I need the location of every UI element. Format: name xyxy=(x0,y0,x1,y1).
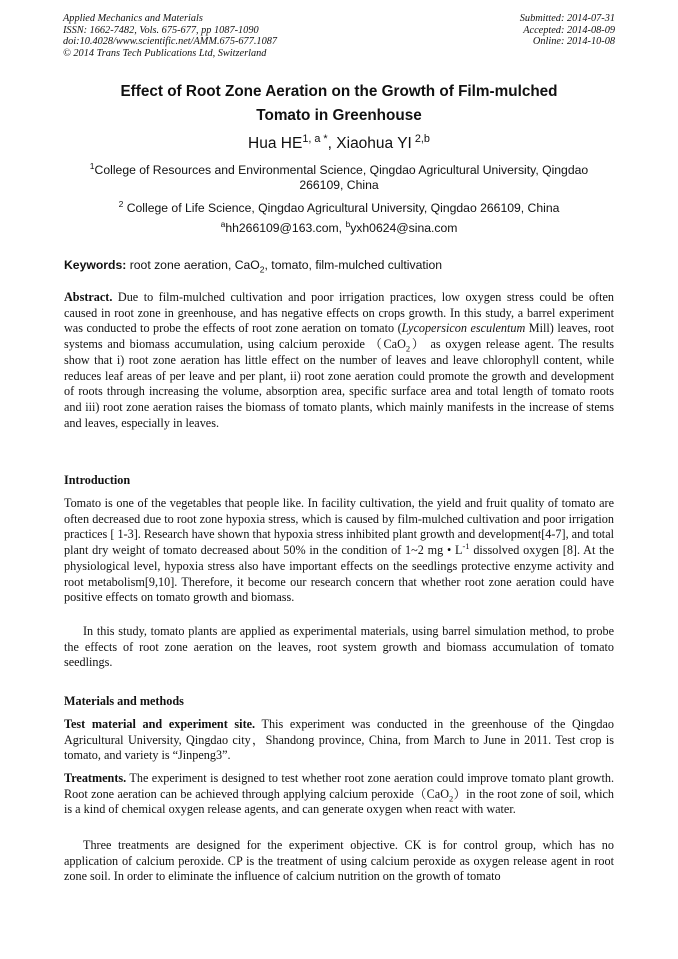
author-2: Xiaohua YI xyxy=(336,135,412,152)
author-emails xyxy=(60,218,618,236)
accepted-date: Accepted: 2014-08-09 xyxy=(523,24,615,36)
affiliation-2-marker: 2 xyxy=(118,198,124,209)
author-separator: , xyxy=(327,135,337,152)
email-1-marker: a xyxy=(220,218,226,229)
title-line-1: Effect of Root Zone Aeration on the Growth of Film-mulched xyxy=(120,83,558,100)
test-material-label: Test material and experiment site. xyxy=(64,717,256,731)
author-2-marker: 2,b xyxy=(411,132,430,145)
abstract-label: Abstract. xyxy=(64,290,113,304)
keywords xyxy=(64,258,442,275)
submitted-date: Submitted: 2014-07-31 xyxy=(519,13,615,24)
affiliation-1-marker: 1 xyxy=(89,160,95,171)
issn-line: ISSN: 1662-7482, Vols. 675-677, pp 1087-1090 xyxy=(63,24,259,36)
keywords-label: Keywords: xyxy=(64,258,127,272)
journal-name: Applied Mechanics and Materials xyxy=(63,13,203,24)
methods-paragraph-2 xyxy=(64,771,614,818)
intro-text-1: Tomato is one of the vegetables that people like. In facility cultivation, the yield and fruit quality of tomato are often decreased due to root zone hypoxia stress, which is caused by film-mulched cultivation and poor irrigation practices [ 1-3]. Research have shown that hypoxia stress inhibited plant growth and development[4-7], and total plant dry weight of tomato decreased about 50% in the condition of 1~2 mg • L xyxy=(64,496,614,558)
copyright-line: © 2014 Trans Tech Publications Ltd, Switzerland xyxy=(63,47,267,59)
abstract xyxy=(64,290,614,431)
affiliation-1-text: College of Resources and Environmental Science, Qingdao Agricultural University, Qingdao 266109, China xyxy=(94,163,589,193)
intro-text-2: dissolved oxygen [8]. At the physiological level, hypoxia stress also have important effects on the seedlings protective enzyme activity and root metabolism[9,10]. Therefore, it become our research concern that whether root zone aeration could have positive effects on tomato growth and biomass. xyxy=(64,543,614,605)
abstract-subscript: 2 xyxy=(405,343,411,354)
email-1: hh266109@163.com, xyxy=(225,221,346,235)
keywords-text-rest: , tomato, film-mulched cultivation xyxy=(264,258,442,272)
abstract-text-3: ） as oxygen release agent. The results show that i) root zone aeration has little effect on the number of leaves and leave chlorophyll content, while reduces leaf areas of per leave and per plant, ii) root zone aeration could promote the growth and development of roots through increasing the volume, absorption area, specific surface area and total length of tomato roots and iii) root zone aeration raises the biomass of tomato plants, which mainly manifests in the increase of stems and leaves, especially in leaves. xyxy=(64,337,614,430)
author-1: Hua HE xyxy=(248,135,303,152)
treatments-text-1: The experiment is designed to test whether root zone aeration could improve tomato plant growth. Root zone aeration can be achieved through applying calcium peroxide（CaO xyxy=(64,771,614,801)
paper-title xyxy=(60,80,618,128)
test-material-text: This experiment was conducted in the greenhouse of the Qingdao Agricultural University, Qingdao city，Shandong province, China, from March to June in 2011. Test crop is tomato, and variety is “Jinpeng3”. xyxy=(64,717,615,763)
section-heading-methods: Materials and methods xyxy=(64,694,184,708)
author-list xyxy=(60,132,618,153)
treatments-text-2: ）in the root zone of soil, which is a kind of chemical oxygen release agents, and can generate oxygen when react with water. xyxy=(64,786,614,817)
affiliation-2 xyxy=(60,198,618,216)
author-1-marker: 1, a * xyxy=(302,132,328,145)
title-line-2: Tomato in Greenhouse xyxy=(256,107,422,124)
treatments-label: Treatments. xyxy=(64,771,127,785)
email-2: yxh0624@sina.com xyxy=(350,221,458,235)
doi-line: doi:10.4028/www.scientific.net/AMM.675-677.1087 xyxy=(63,36,278,48)
email-2-marker: b xyxy=(345,218,351,229)
abstract-text-2: Mill) leaves, root systems and biomass accumulation, using calcium peroxide （CaO xyxy=(64,321,614,352)
section-heading-introduction: Introduction xyxy=(64,473,131,487)
journal-info xyxy=(63,13,277,59)
online-date: Online: 2014-10-08 xyxy=(532,36,615,48)
species-name: Lycopersicon esculentum xyxy=(401,321,526,336)
intro-superscript: -1 xyxy=(462,541,470,552)
methods-paragraph-3: Three treatments are designed for the experiment objective. CK is for control group, which has no application of calcium peroxide. CP is the treatment of using calcium peroxide as oxygen release agent in root zone soil. In order to eliminate the influence of calcium nutrition on the growth of tomato xyxy=(64,838,614,884)
publication-dates xyxy=(520,13,615,48)
keywords-subscript: 2 xyxy=(259,264,265,275)
methods-paragraph-1 xyxy=(64,717,614,764)
introduction-paragraph-2: In this study, tomato plants are applied as experimental materials, using barrel simulation method, to probe the effects of root zone aeration on the leaves, root system growth and biomass accumulation of tomato seedlings. xyxy=(64,624,614,670)
affiliation-1 xyxy=(75,160,603,193)
affiliation-2-text: College of Life Science, Qingdao Agricultural University, Qingdao 266109, China xyxy=(123,201,560,215)
introduction-paragraph-1 xyxy=(64,496,614,606)
treatments-subscript: 2 xyxy=(449,793,454,804)
keywords-text: root zone aeration, CaO xyxy=(126,258,260,272)
abstract-text-1: Due to film-mulched cultivation and poor irrigation practices, low oxygen stress could be often caused in root zone in greenhouse, and has negative effects on crops growth. In this study, a barrel experiment was conducted to probe the effects of root zone aeration on tomato ( xyxy=(64,290,614,336)
